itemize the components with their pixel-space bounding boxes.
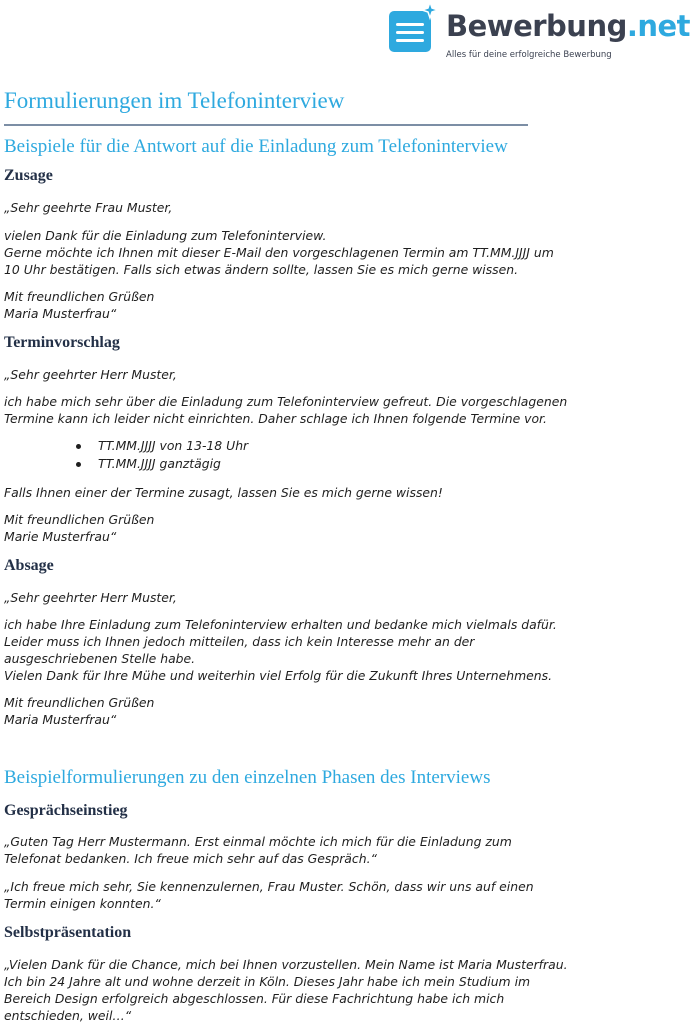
logo-name: Bewerbung	[446, 9, 627, 43]
terminvorschlag-body: ich habe mich sehr über die Einladung zum Telefoninterview gefreut. Die vorgeschlagenen Termine kann ich leider nicht einrichten. Daher schlage ich Ihnen folgende Termine vor.	[4, 394, 568, 426]
zusage-closing: Mit freundlichen Grüßen Maria Musterfrau“	[4, 289, 155, 321]
zusage-salutation: „Sehr geehrte Frau Muster,	[4, 200, 173, 215]
heading-zusage: Zusage	[4, 167, 53, 184]
absage-body: ich habe Ihre Einladung zum Telefoninterview erhalten und bedanke mich vielmals dafür. Leider muss ich Ihnen jedoch mitteilen, dass ich kein Interesse mehr an der ausgeschriebenen Stelle habe. Vielen Dank für Ihre Mühe und weiterhin viel Erfolg für die Zukunft Ihres Unternehmens.	[4, 617, 557, 683]
selbstpraesentation-quote: „Vielen Dank für die Chance, mich bei Ihnen vorzustellen. Mein Name ist Maria Musterfrau. Ich bin 24 Jahre alt und wohne derzeit in Köln. Dieses Jahr habe ich mein Studium im Bereich Design erfolgreich abgeschlossen. Für diese Fachrichtung habe ich mich entschieden, weil…“	[4, 957, 568, 1023]
absage-closing: Mit freundlichen Grüßen Maria Musterfrau“	[4, 695, 155, 727]
logo-tagline: Alles für deine erfolgreiche Bewerbung	[446, 50, 612, 60]
document-sparkle-icon	[388, 2, 440, 54]
section-heading-antwort: Beispiele für die Antwort auf die Einladung zum Telefoninterview	[4, 136, 508, 157]
section-heading-phasen: Beispielformulierungen zu den einzelnen Phasen des Interviews	[4, 767, 491, 788]
page-title: Formulierungen im Telefoninterview	[4, 88, 345, 113]
termin-bullet-item: TT.MM.JJJJ ganztägig	[72, 455, 248, 473]
heading-selbstpraesentation: Selbstpräsentation	[4, 924, 132, 941]
einstieg-quote-1: „Guten Tag Herr Mustermann. Erst einmal möchte ich mich für die Einladung zum Telefonat bedanken. Ich freue mich sehr auf das Gespräch.“	[4, 834, 512, 866]
zusage-body: vielen Dank für die Einladung zum Telefoninterview. Gerne möchte ich Ihnen mit dieser E-Mail den vorgeschlagenen Termin am TT.MM.JJJJ um 10 Uhr bestätigen. Falls sich etwas ändern sollte, lassen Sie es mich gerne wissen.	[4, 228, 554, 277]
bewerbung-net-logo	[388, 2, 688, 64]
logo-tld: .net	[626, 9, 690, 43]
terminvorschlag-closing: Mit freundlichen Grüßen Marie Musterfrau“	[4, 512, 155, 544]
logo-wordmark	[446, 9, 690, 43]
terminvorschlag-after: Falls Ihnen einer der Termine zusagt, lassen Sie es mich gerne wissen!	[4, 485, 443, 500]
heading-terminvorschlag: Terminvorschlag	[4, 334, 120, 351]
heading-absage: Absage	[4, 557, 54, 574]
title-divider	[4, 124, 528, 126]
heading-gespraechseinstieg: Gesprächseinstieg	[4, 802, 128, 819]
termin-bullet-item: TT.MM.JJJJ von 13-18 Uhr	[72, 437, 248, 455]
termin-bullet-list	[72, 437, 248, 473]
terminvorschlag-salutation: „Sehr geehrter Herr Muster,	[4, 367, 177, 382]
absage-salutation: „Sehr geehrter Herr Muster,	[4, 590, 177, 605]
einstieg-quote-2: „Ich freue mich sehr, Sie kennenzulernen, Frau Muster. Schön, dass wir uns auf einen Termin einigen konnten.“	[4, 879, 534, 911]
